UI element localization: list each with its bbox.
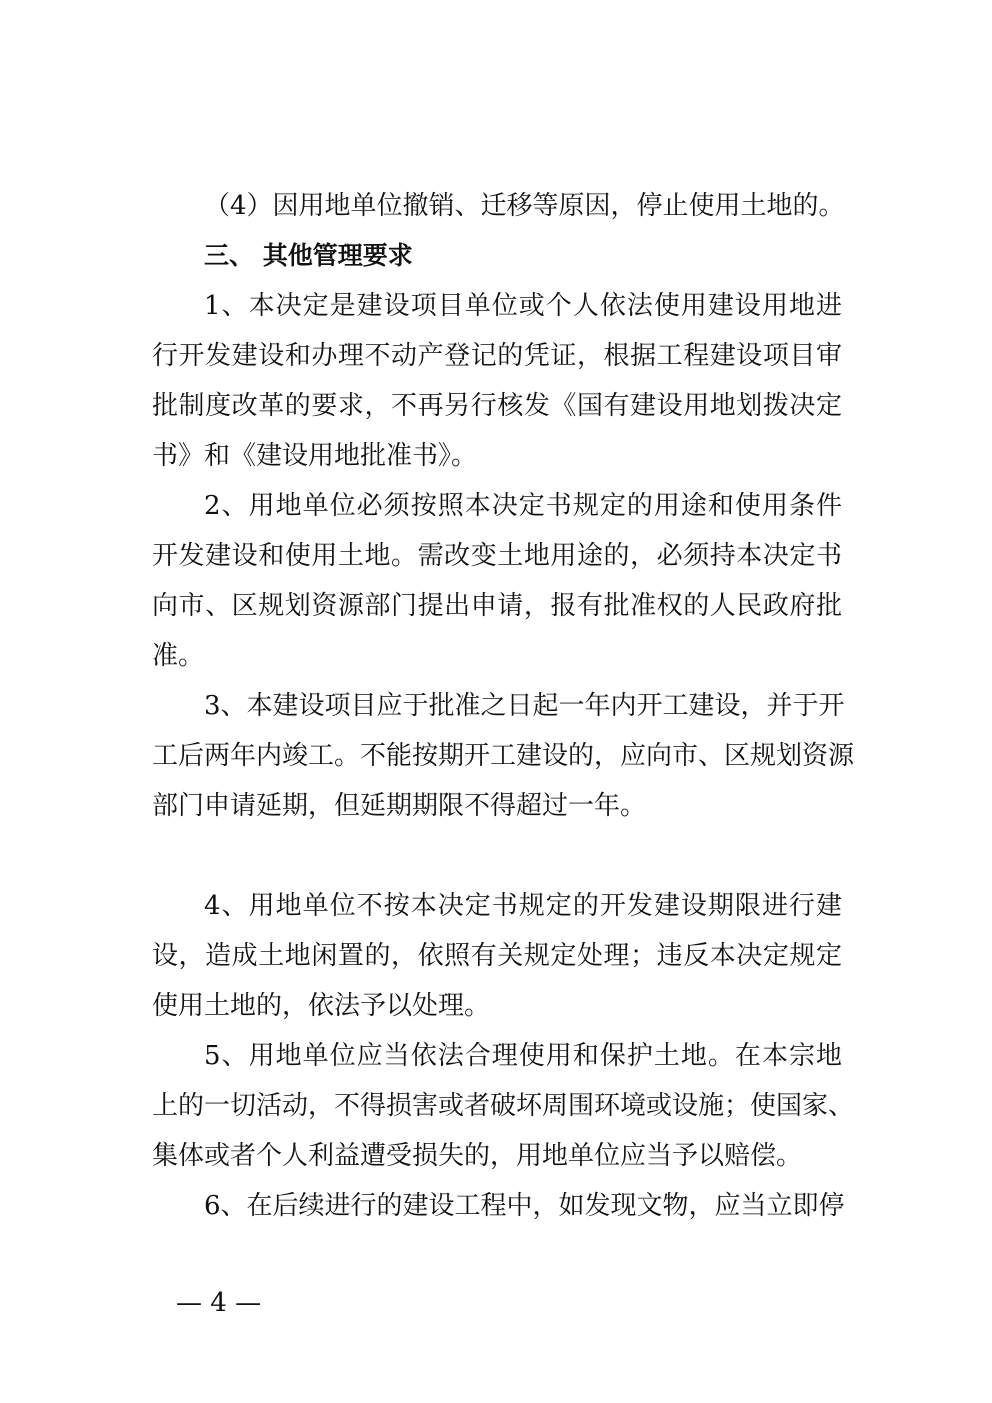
item-6-line-1: 6、在后续进行的建设工程中，如发现文物，应当立即停 [204,1191,845,1221]
item-2-line-2: 开发建设和使用土地。需改变土地用途的，必须持本决定书 [152,541,842,571]
page-number: — 4 — [176,1288,262,1318]
item-4-line-1: 4、用地单位不按本决定书规定的开发建设期限进行建 [204,891,842,921]
item-5-line-3: 集体或者个人利益遭受损失的，用地单位应当予以赔偿。 [152,1141,803,1171]
item-4-line-2: 设，造成土地闲置的，依照有关规定处理；违反本决定规定 [152,941,842,971]
item-2-line-1: 2、用地单位必须按照本决定书规定的用途和使用条件 [204,491,842,521]
item-5-line-2: 上的一切活动，不得损害或者破坏周围环境或设施；使国家、 [152,1091,855,1121]
item-2-line-3: 向市、区规划资源部门提出申请，报有批准权的人民政府批 [152,591,842,621]
item-1-line-2: 行开发建设和办理不动产登记的凭证，根据工程建设项目审 [152,341,842,371]
clause-4-line-1: （4）因用地单位撤销、迁移等原因，停止使用土地的。 [204,191,845,221]
item-1-line-3: 批制度改革的要求，不再另行核发《国有建设用地划拨决定 [152,391,842,421]
item-5-line-1: 5、用地单位应当依法合理使用和保护土地。在本宗地 [204,1041,842,1071]
item-3-line-1: 3、本建设项目应于批准之日起一年内开工建设，并于开 [204,691,845,721]
item-1-line-1: 1、本决定是建设项目单位或个人依法使用建设用地进 [204,291,842,321]
item-1-line-4: 书》和《建设用地批准书》。 [152,441,478,471]
item-3-line-3: 部门申请延期，但延期期限不得超过一年。 [152,791,647,821]
section-heading: 三、 其他管理要求 [204,241,413,270]
item-2-line-4: 准。 [152,641,205,671]
item-3-line-2: 工后两年内竣工。不能按期开工建设的，应向市、区规划资源 [152,741,855,771]
item-4-line-3: 使用土地的，依法予以处理。 [152,991,491,1021]
